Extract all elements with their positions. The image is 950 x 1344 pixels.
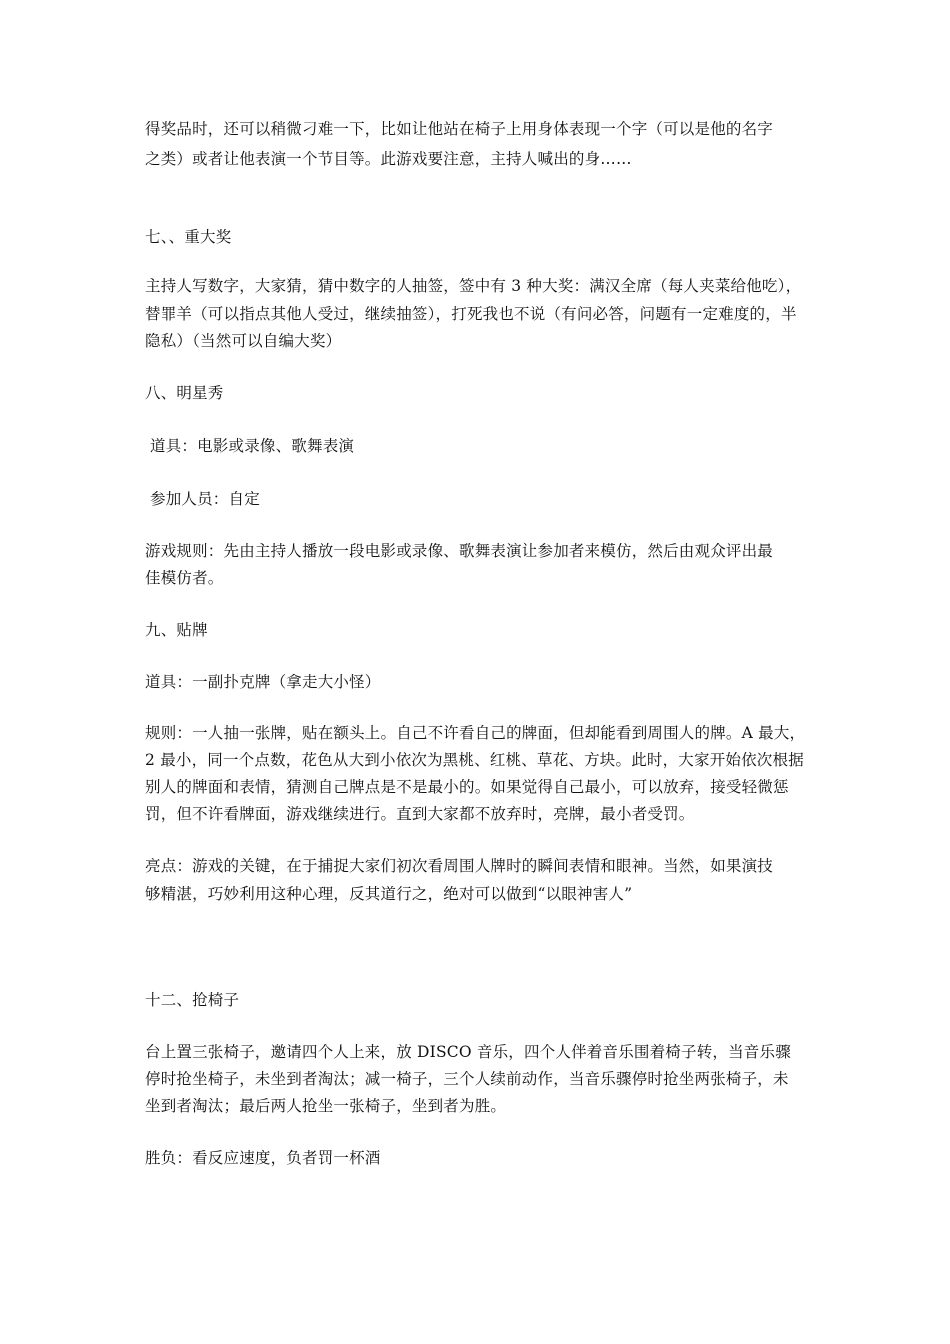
section-heading: 十二、抢椅子 <box>145 991 240 1009</box>
paragraph-line: 胜负：看反应速度，负者罚一杯酒 <box>145 1149 381 1167</box>
paragraph-line: 隐私）（当然可以自编大奖） <box>145 332 342 350</box>
paragraph-line: 停时抢坐椅子，未坐到者淘汰；减一椅子，三个人续前动作，当音乐骤停时抢坐两张椅子，未 <box>145 1070 789 1088</box>
section-heading: 七、、重大奖 <box>145 228 232 246</box>
paragraph-line: 替罪羊（可以指点其他人受过，继续抽签），打死我也不说（有问必答，问题有一定难度的，半 <box>145 305 797 323</box>
paragraph-line: 得奖品时，还可以稍微刁难一下，比如让他站在椅子上用身体表现一个字（可以是他的名字 <box>145 120 774 138</box>
paragraph-line: 之类）或者让他表演一个节目等。此游戏要注意，主持人喊出的身…… <box>145 150 632 168</box>
paragraph-line: 道具：一副扑克牌（拿走大小怪） <box>145 673 381 691</box>
paragraph-line: 2 最小，同一个点数，花色从大到小依次为黑桃、红桃、草花、方块。此时，大家开始依次根据 <box>145 751 804 769</box>
paragraph-line: 道具：电影或录像、歌舞表演 <box>150 437 355 455</box>
section-heading: 九、贴牌 <box>145 621 208 639</box>
paragraph-line: 规则：一人抽一张牌，贴在额头上。自己不许看自己的牌面，但却能看到周围人的牌。A 最大， <box>145 724 806 742</box>
paragraph-line: 台上置三张椅子，邀请四个人上来，放 DISCO 音乐，四个人伴着音乐围着椅子转，当音乐骤 <box>145 1043 791 1061</box>
paragraph-line: 坐到者淘汰；最后两人抢坐一张椅子，坐到者为胜。 <box>145 1097 507 1115</box>
paragraph-line: 佳模仿者。 <box>145 569 224 587</box>
paragraph-line: 别人的牌面和表情，猜测自己牌点是不是最小的。如果觉得自己最小，可以放弃，接受轻微惩 <box>145 778 789 796</box>
paragraph-line: 罚，但不许看牌面，游戏继续进行。直到大家都不放弃时，亮牌，最小者受罚。 <box>145 805 695 823</box>
paragraph-line: 够精湛，巧妙利用这种心理，反其道行之，绝对可以做到“以眼神害人” <box>145 885 633 903</box>
paragraph-line: 主持人写数字，大家猜，猜中数字的人抽签，签中有 3 种大奖：满汉全席（每人夹菜给他吃）， <box>145 277 802 295</box>
paragraph-line: 参加人员：自定 <box>150 490 260 508</box>
paragraph-line: 游戏规则：先由主持人播放一段电影或录像、歌舞表演让参加者来模仿，然后由观众评出最 <box>145 542 774 560</box>
section-heading: 八、明星秀 <box>145 384 224 402</box>
paragraph-line: 亮点：游戏的关键，在于捕捉大家们初次看周围人牌时的瞬间表情和眼神。当然，如果演技 <box>145 857 774 875</box>
